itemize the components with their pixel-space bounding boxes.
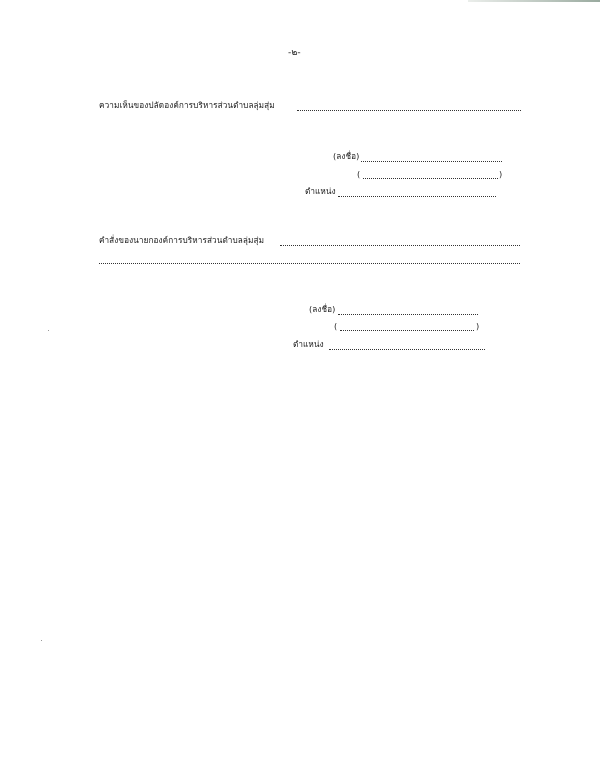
mayor-order-line-2 — [99, 263, 520, 264]
signature-line — [361, 161, 502, 162]
position-label: ตำแหน่ง — [305, 186, 336, 196]
name-close-paren: ) — [499, 169, 503, 179]
name-close-paren: ) — [476, 321, 480, 331]
position-label: ตำแหน่ง — [293, 339, 324, 349]
scan-speck — [41, 640, 42, 641]
name-open-paren: ( — [357, 169, 361, 179]
deputy-opinion-line — [297, 110, 521, 111]
mayor-order-label: คำสั่งของนายกองค์การบริหารส่วนตำบลลุ่มสุ่ม — [99, 235, 265, 245]
signature-label: (ลงชื่อ) — [333, 151, 360, 161]
scan-edge-shadow — [468, 0, 600, 2]
deputy-opinion-label: ความเห็นของปลัดองค์การบริหารส่วนตำบลลุ่มสุ่ม — [99, 100, 275, 110]
scan-speck — [48, 330, 49, 331]
page-number: -๒- — [288, 48, 301, 58]
name-line — [363, 178, 498, 179]
signature-label: (ลงชื่อ) — [309, 304, 336, 314]
signature-line — [338, 314, 478, 315]
name-open-paren: ( — [334, 321, 338, 331]
position-line — [329, 349, 485, 350]
name-line — [340, 330, 474, 331]
position-line — [338, 196, 496, 197]
mayor-order-line-1 — [280, 245, 520, 246]
